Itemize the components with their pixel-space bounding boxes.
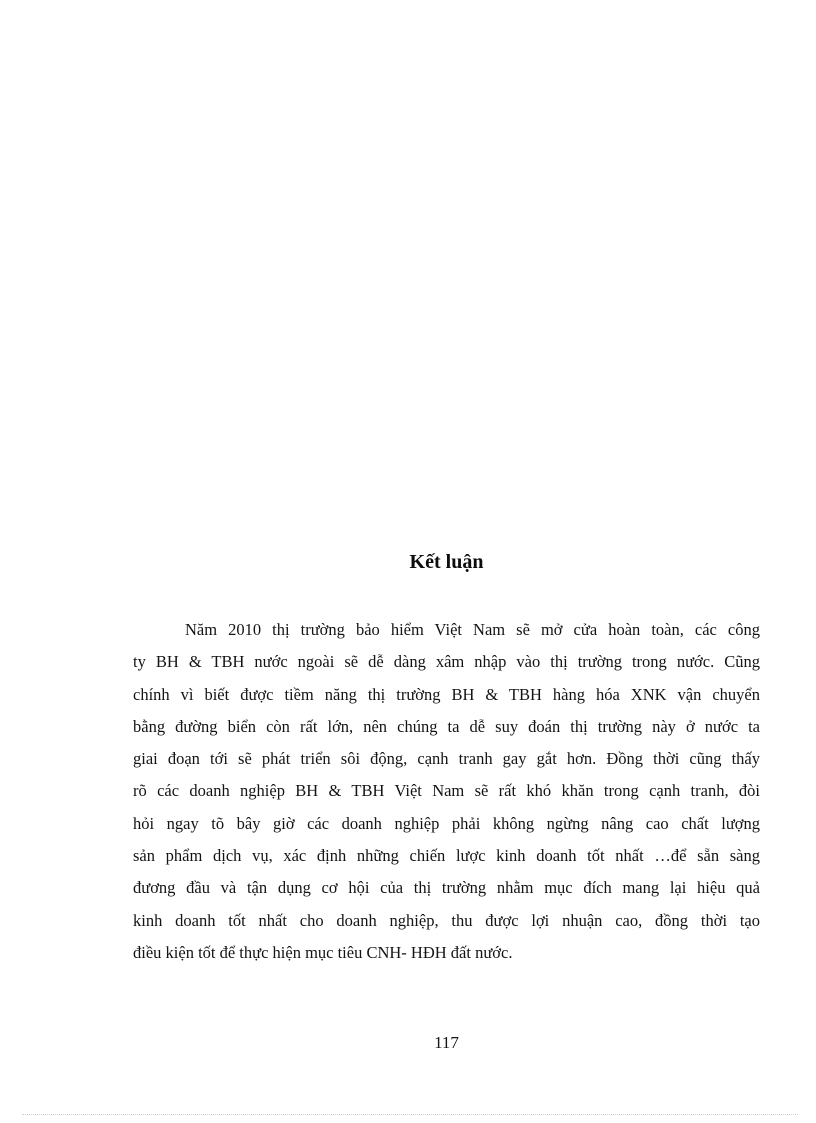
paragraph-line: đương đầu và tận dụng cơ hội của thị trường nhằm mục đích mang lại hiệu quả: [133, 878, 760, 898]
paragraph-line: giai đoạn tới sẽ phát triển sôi động, cạnh tranh gay gắt hơn. Đồng thời cũng thấy: [133, 749, 760, 769]
paragraph-line: hỏi ngay tõ bây giờ các doanh nghiệp phải không ngừng nâng cao chất lượng: [133, 813, 760, 833]
body-paragraph: [133, 614, 760, 969]
paragraph-line: Năm 2010 thị trường bảo hiểm Việt Nam sẽ mở cửa hoàn toàn, các công: [185, 620, 760, 639]
paragraph-line: điều kiện tốt để thực hiện mục tiêu CNH- HĐH đất nước.: [133, 942, 513, 962]
page-title: Kết luận: [409, 551, 484, 573]
paragraph-line: bằng đường biển còn rất lớn, nên chúng ta dễ suy đoán thị trường này ở nước ta: [133, 716, 760, 736]
paragraph-line: rõ các doanh nghiệp BH & TBH Việt Nam sẽ rất khó khăn trong cạnh tranh, đòi: [133, 781, 760, 801]
page-number: 117: [434, 1033, 459, 1052]
paragraph-line: sản phẩm dịch vụ, xác định những chiến lược kinh doanh tốt nhất …để sẵn sàng: [133, 846, 760, 866]
paragraph-line: kinh doanh tốt nhất cho doanh nghiệp, thu được lợi nhuận cao, đồng thời tạo: [133, 910, 760, 930]
paragraph-line: ty BH & TBH nước ngoài sẽ dễ dàng xâm nhập vào thị trường trong nước. Cũng: [133, 652, 760, 672]
paragraph-line: chính vì biết được tiềm năng thị trường BH & TBH hàng hóa XNK vận chuyển: [133, 684, 760, 704]
footer-dotted-divider: [22, 1114, 798, 1115]
